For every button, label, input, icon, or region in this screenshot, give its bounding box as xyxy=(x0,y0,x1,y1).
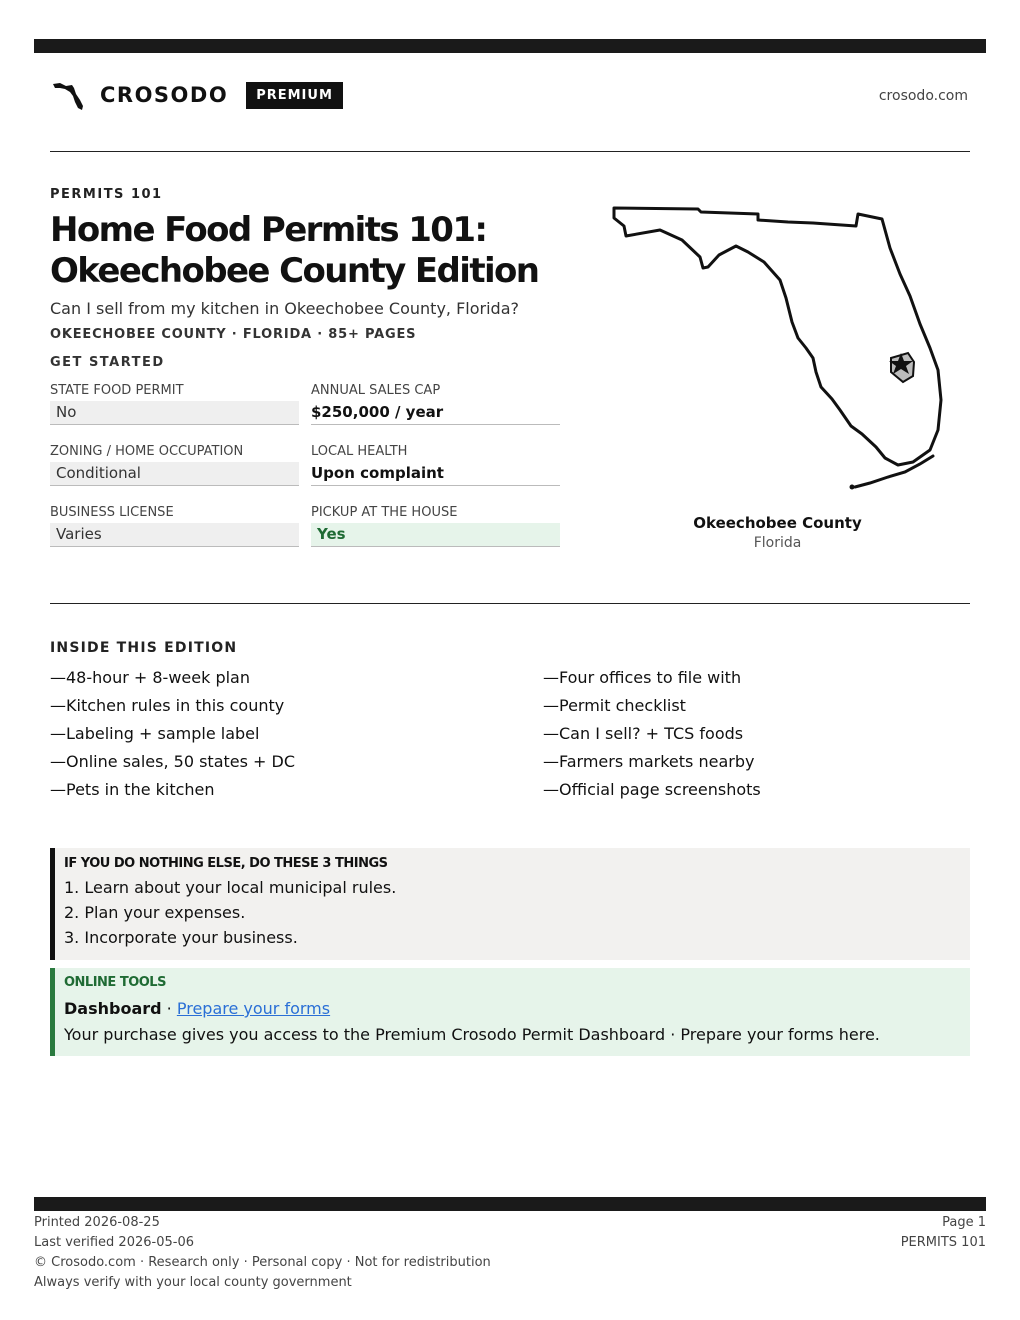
inside-edition-heading: INSIDE THIS EDITION xyxy=(50,640,238,656)
tools-title: ONLINE TOOLS xyxy=(64,975,166,990)
list-item: —Four offices to file with xyxy=(543,668,742,687)
separator: · xyxy=(161,999,177,1018)
quick-facts-grid xyxy=(50,381,560,564)
page-number: Page 1 xyxy=(942,1215,986,1230)
list-item: —Official page screenshots xyxy=(543,780,761,799)
list-item: —Permit checklist xyxy=(543,696,686,715)
fact-value: Conditional xyxy=(50,462,299,486)
brand-logo[interactable] xyxy=(52,80,343,110)
edition-meta: OKEECHOBEE COUNTY · FLORIDA · 85+ PAGES xyxy=(50,327,417,342)
fact-value: Yes xyxy=(311,523,560,547)
three-things-callout xyxy=(50,848,970,960)
fact-label: BUSINESS LICENSE xyxy=(50,505,174,520)
site-url[interactable]: crosodo.com xyxy=(878,88,968,104)
header-divider xyxy=(50,151,970,152)
fact-label: LOCAL HEALTH xyxy=(311,444,408,459)
map-county-label: Okeechobee County xyxy=(693,514,862,532)
page-title-line-1: Home Food Permits 101: xyxy=(50,210,487,250)
list-item: —Can I sell? + TCS foods xyxy=(543,724,744,743)
top-bar xyxy=(34,39,986,53)
fact-value: $250,000 / year xyxy=(311,401,560,425)
list-item: —Online sales, 50 states + DC xyxy=(50,752,296,771)
section-kicker: PERMITS 101 xyxy=(50,187,163,202)
prepare-forms-link[interactable]: Prepare your forms xyxy=(176,999,331,1018)
footer-left xyxy=(34,1213,491,1293)
fact-zoning xyxy=(50,442,299,503)
list-item: —Pets in the kitchen xyxy=(50,780,215,799)
florida-map xyxy=(608,200,948,495)
page-title-line-2: Okeechobee County Edition xyxy=(50,251,539,291)
fact-pickup xyxy=(311,503,560,564)
online-tools-callout xyxy=(50,968,970,1056)
list-item: —Kitchen rules in this county xyxy=(50,696,285,715)
toc-left-column xyxy=(50,666,490,806)
fact-value: Varies xyxy=(50,523,299,547)
brand-name: CROSODO xyxy=(100,83,229,107)
list-item: —Farmers markets nearby xyxy=(543,752,755,771)
printed-date: Printed 2026-08-25 xyxy=(34,1215,160,1230)
florida-keys xyxy=(855,456,933,487)
get-started-heading: GET STARTED xyxy=(50,355,165,370)
fact-value: No xyxy=(50,401,299,425)
bottom-bar xyxy=(34,1197,986,1211)
fact-label: STATE FOOD PERMIT xyxy=(50,383,184,398)
toc-right-column xyxy=(543,666,983,806)
fact-annual-sales-cap xyxy=(311,381,560,442)
page-subtitle: Can I sell from my kitchen in Okeechobee County, Florida? xyxy=(50,299,519,318)
callout-item: 3. Incorporate your business. xyxy=(64,928,298,947)
footer-right xyxy=(901,1213,986,1253)
fact-value: Upon complaint xyxy=(311,462,560,486)
tools-body: Your purchase gives you access to the Premium Crosodo Permit Dashboard · Prepare your forms here. xyxy=(64,1025,880,1044)
fact-local-health xyxy=(311,442,560,503)
fact-label: ZONING / HOME OCCUPATION xyxy=(50,444,244,459)
verify-note: Always verify with your local county government xyxy=(34,1275,352,1290)
section-divider xyxy=(50,603,970,604)
florida-silhouette-icon xyxy=(52,80,88,110)
key-west-dot xyxy=(850,485,855,490)
callout-item: 1. Learn about your local municipal rules. xyxy=(64,878,397,897)
verified-date: Last verified 2026-05-06 xyxy=(34,1235,194,1250)
fact-label: ANNUAL SALES CAP xyxy=(311,383,441,398)
page-title xyxy=(50,210,610,292)
callout-title: IF YOU DO NOTHING ELSE, DO THESE 3 THINGS xyxy=(64,856,388,871)
copyright: © Crosodo.com · Research only · Personal copy · Not for redistribution xyxy=(34,1255,491,1270)
premium-badge: PREMIUM xyxy=(246,82,343,109)
fact-label: PICKUP AT THE HOUSE xyxy=(311,505,458,520)
list-item: —48-hour + 8-week plan xyxy=(50,668,250,687)
callout-item: 2. Plan your expenses. xyxy=(64,903,246,922)
list-item: —Labeling + sample label xyxy=(50,724,260,743)
footer-section: PERMITS 101 xyxy=(900,1235,986,1250)
fact-business-license xyxy=(50,503,299,564)
florida-outline xyxy=(614,208,941,465)
tools-dashboard-line xyxy=(64,996,970,1022)
fact-state-food-permit xyxy=(50,381,299,442)
dashboard-label: Dashboard xyxy=(64,999,162,1018)
map-state-label: Florida xyxy=(753,535,802,551)
